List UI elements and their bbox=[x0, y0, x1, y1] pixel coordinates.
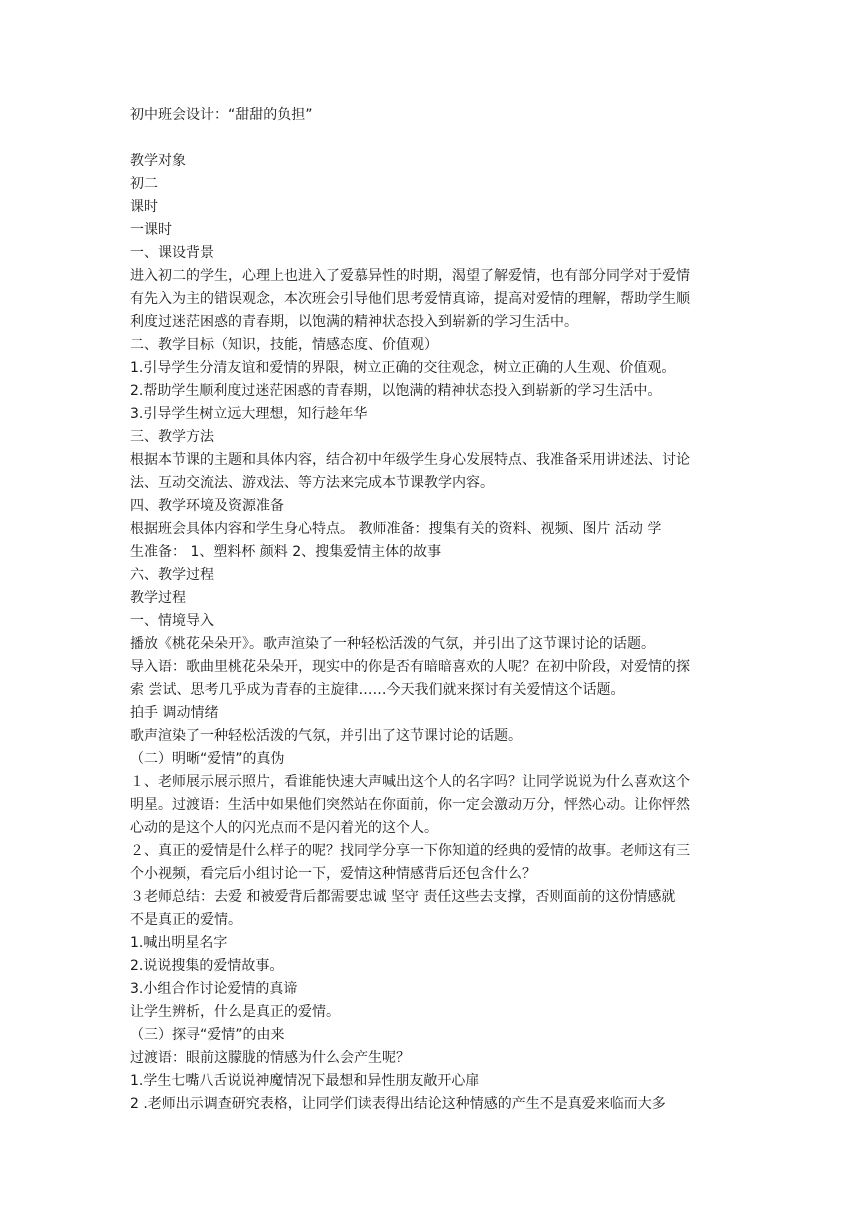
text-line: 不是真正的爱情。 bbox=[130, 912, 242, 928]
text-line: 课时 bbox=[130, 199, 158, 215]
text-line: 1.引导学生分清友谊和爱情的界限，树立正确的交往观念，树立正确的人生观、价值观。 bbox=[130, 360, 676, 376]
text-line: 1.学生七嘴八舌说说神魔情况下最想和异性朋友敞开心扉 bbox=[130, 1073, 480, 1089]
text-line: 一、情境导入 bbox=[130, 613, 214, 629]
text-line: 导入语：歌曲里桃花朵朵开，现实中的你是否有暗暗喜欢的人呢？在初中阶段，对爱情的探 bbox=[130, 659, 690, 675]
text-line: 六、教学过程 bbox=[130, 567, 214, 583]
text-line: 3.小组合作讨论爱情的真谛 bbox=[130, 981, 298, 997]
text-line: １、老师展示展示照片，看谁能快速大声喊出这个人的名字吗？让同学说说为什么喜欢这个 bbox=[130, 774, 690, 790]
text-line: 歌声渲染了一种轻松活泼的气氛，并引出了这节课讨论的话题。 bbox=[130, 728, 522, 744]
text-line: 利度过迷茫困惑的青春期，以饱满的精神状态投入到崭新的学习生活中。 bbox=[130, 314, 578, 330]
text-line: 法、互动交流法、游戏法、等方法来完成本节课教学内容。 bbox=[130, 475, 494, 491]
text-lines bbox=[130, 150, 740, 1116]
text-line: 教学对象 bbox=[130, 153, 186, 169]
text-line: 生准备： 1、塑料杯 颜料 2、搜集爱情主体的故事 bbox=[130, 544, 442, 560]
text-line: 3.引导学生树立远大理想，知行趁年华 bbox=[130, 406, 368, 422]
text-line: 2.说说搜集的爱情故事。 bbox=[130, 958, 284, 974]
text-line: 三、教学方法 bbox=[130, 429, 214, 445]
text-line: 2.帮助学生顺利度过迷茫困惑的青春期，以饱满的精神状态投入到崭新的学习生活中。 bbox=[130, 383, 662, 399]
text-line: 让学生辨析，什么是真正的爱情。 bbox=[130, 1004, 340, 1020]
text-line: （二）明晰“爱情”的真伪 bbox=[130, 751, 285, 767]
text-line: 索 尝试、思考几乎成为青春的主旋律……今天我们就来探讨有关爱情这个话题。 bbox=[130, 682, 625, 698]
text-line: 进入初二的学生，心理上也进入了爱慕异性的时期，渴望了解爱情，也有部分同学对于爱情 bbox=[130, 268, 690, 284]
text-line: 一课时 bbox=[130, 222, 172, 238]
text-line: 四、教学环境及资源准备 bbox=[130, 498, 284, 514]
text-line: 有先入为主的错误观念，本次班会引导他们思考爱情真谛，提高对爱情的理解，帮助学生顺 bbox=[130, 291, 690, 307]
text-line: 二、教学目标（知识，技能，情感态度、价值观） bbox=[130, 337, 438, 353]
text-line: 教学过程 bbox=[130, 590, 186, 606]
text-line: 根据班会具体内容和学生身心特点。 教师准备：搜集有关的资料、视频、图片 活动 学 bbox=[130, 521, 662, 537]
text-line: （三）探寻“爱情”的由来 bbox=[130, 1027, 285, 1043]
text-line: 个小视频，看完后小组讨论一下，爱情这种情感背后还包含什么？ bbox=[130, 866, 536, 882]
text-line: 播放《桃花朵朵开》。歌声渲染了一种轻松活泼的气氛，并引出了这节课讨论的话题。 bbox=[130, 636, 655, 652]
document-body bbox=[130, 104, 740, 1116]
text-line: 心动的是这个人的闪光点而不是闪着光的这个人。 bbox=[130, 820, 438, 836]
text-line: 根据本节课的主题和具体内容，结合初中年级学生身心发展特点、我准备采用讲述法、讨论 bbox=[130, 452, 690, 468]
text-line: 拍手 调动情绪 bbox=[130, 705, 219, 721]
text-line: ３老师总结：去爱 和被爱背后都需要忠诚 坚守 责任这些去支撑，否则面前的这份情感就 bbox=[130, 889, 676, 905]
text-line: ２、真正的爱情是什么样子的呢？找同学分享一下你知道的经典的爱情的故事。老师这有三 bbox=[130, 843, 690, 859]
text-line: 初二 bbox=[130, 176, 158, 192]
text-line: 2 .老师出示调查研究表格，让同学们读表得出结论这种情感的产生不是真爱来临而大多 bbox=[130, 1096, 666, 1112]
document-title: 初中班会设计：“甜甜的负担” bbox=[130, 107, 313, 123]
text-line: 一、课设背景 bbox=[130, 245, 214, 261]
text-line: 过渡语：眼前这朦胧的情感为什么会产生呢？ bbox=[130, 1050, 410, 1066]
blank-line bbox=[130, 127, 740, 150]
text-line: 1.喊出明星名字 bbox=[130, 935, 228, 951]
text-line: 明星。过渡语：生活中如果他们突然站在你面前，你一定会激动万分，怦然心动。让你怦然 bbox=[130, 797, 690, 813]
